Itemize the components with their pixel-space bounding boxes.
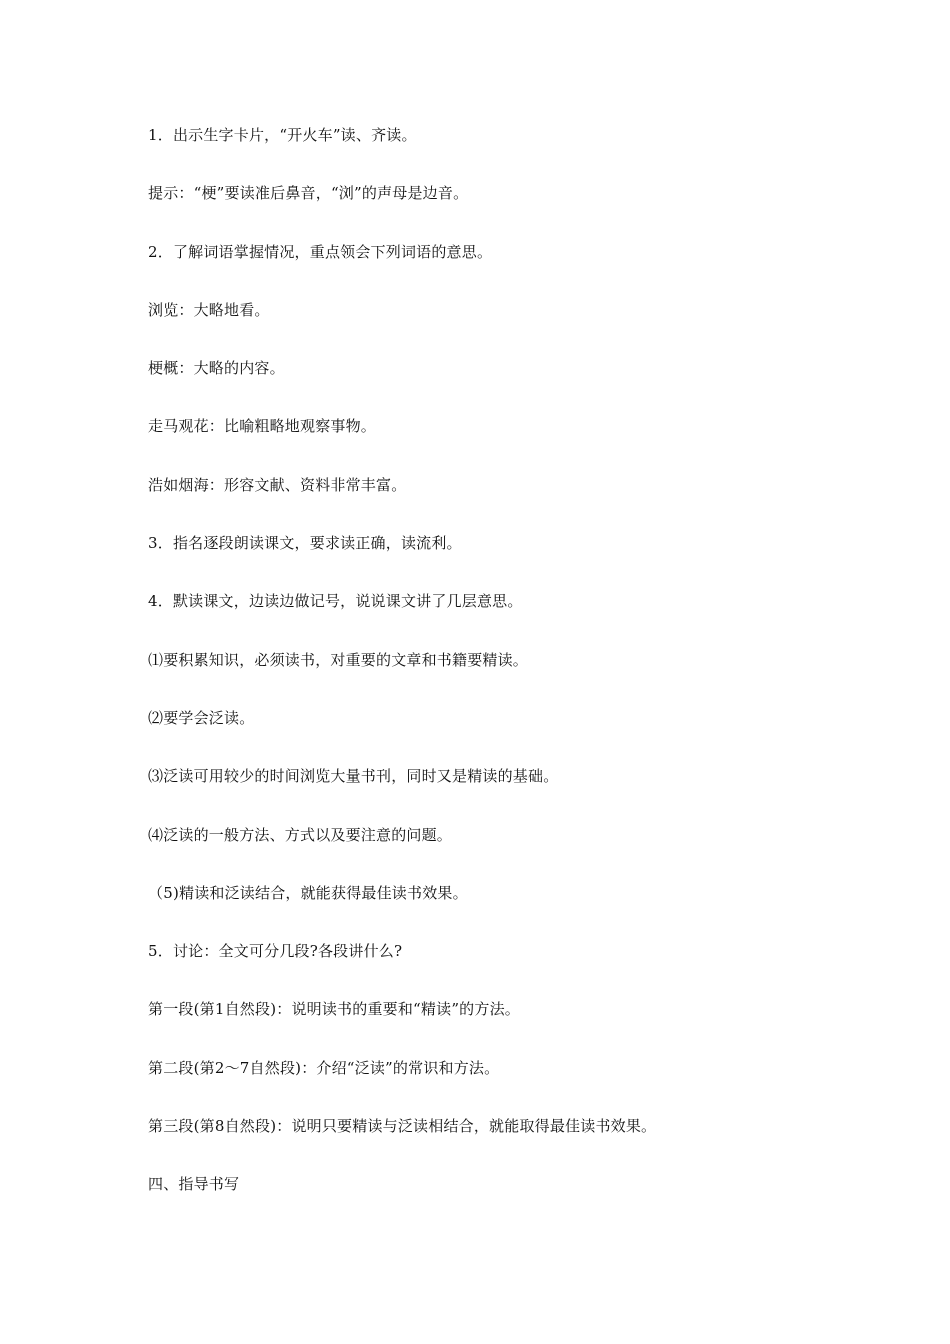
point-3: ⑶泛读可用较少的时间浏览大量书刊，同时又是精读的基础。 xyxy=(148,767,559,786)
definition-liulan: 浏览：大略地看。 xyxy=(148,300,270,319)
step-1-flashcards: 1．出示生字卡片，“开火车”读、齐读。 xyxy=(148,126,417,144)
document-body xyxy=(148,122,848,1230)
pronunciation-tip: 提示：“梗”要读准后鼻音，“浏”的声母是边音。 xyxy=(148,184,469,203)
heading-writing-guidance: 四、指导书写 xyxy=(148,1175,240,1194)
step-4-silent-reading: 4．默读课文，边读边做记号，说说课文讲了几层意思。 xyxy=(148,592,523,611)
step-3-read-aloud: 3．指名逐段朗读课文，要求读正确，读流利。 xyxy=(148,534,462,553)
point-4: ⑷泛读的一般方法、方式以及要注意的问题。 xyxy=(148,825,453,844)
point-5: （5)精读和泛读结合，就能获得最佳读书效果。 xyxy=(148,883,468,902)
point-1: ⑴要积累知识，必须读书，对重要的文章和书籍要精读。 xyxy=(148,650,529,669)
section-3-summary: 第三段(第8自然段)：说明只要精读与泛读相结合，就能取得最佳读书效果。 xyxy=(148,1117,657,1136)
definition-genggai: 梗概：大略的内容。 xyxy=(148,359,285,378)
section-1-summary: 第一段(第1自然段)：说明读书的重要和“精读”的方法。 xyxy=(148,1000,520,1019)
section-2-summary: 第二段(第2～7自然段)：介绍“泛读”的常识和方法。 xyxy=(148,1058,500,1077)
step-2-vocabulary: 2．了解词语掌握情况，重点领会下列词语的意思。 xyxy=(148,242,493,261)
step-5-discussion: 5．讨论：全文可分几段?各段讲什么? xyxy=(148,942,403,961)
definition-haoruyanhai: 浩如烟海：形容文献、资料非常丰富。 xyxy=(148,475,407,494)
definition-zoumaguanhua: 走马观花：比喻粗略地观察事物。 xyxy=(148,417,377,436)
point-2: ⑵要学会泛读。 xyxy=(148,708,255,727)
